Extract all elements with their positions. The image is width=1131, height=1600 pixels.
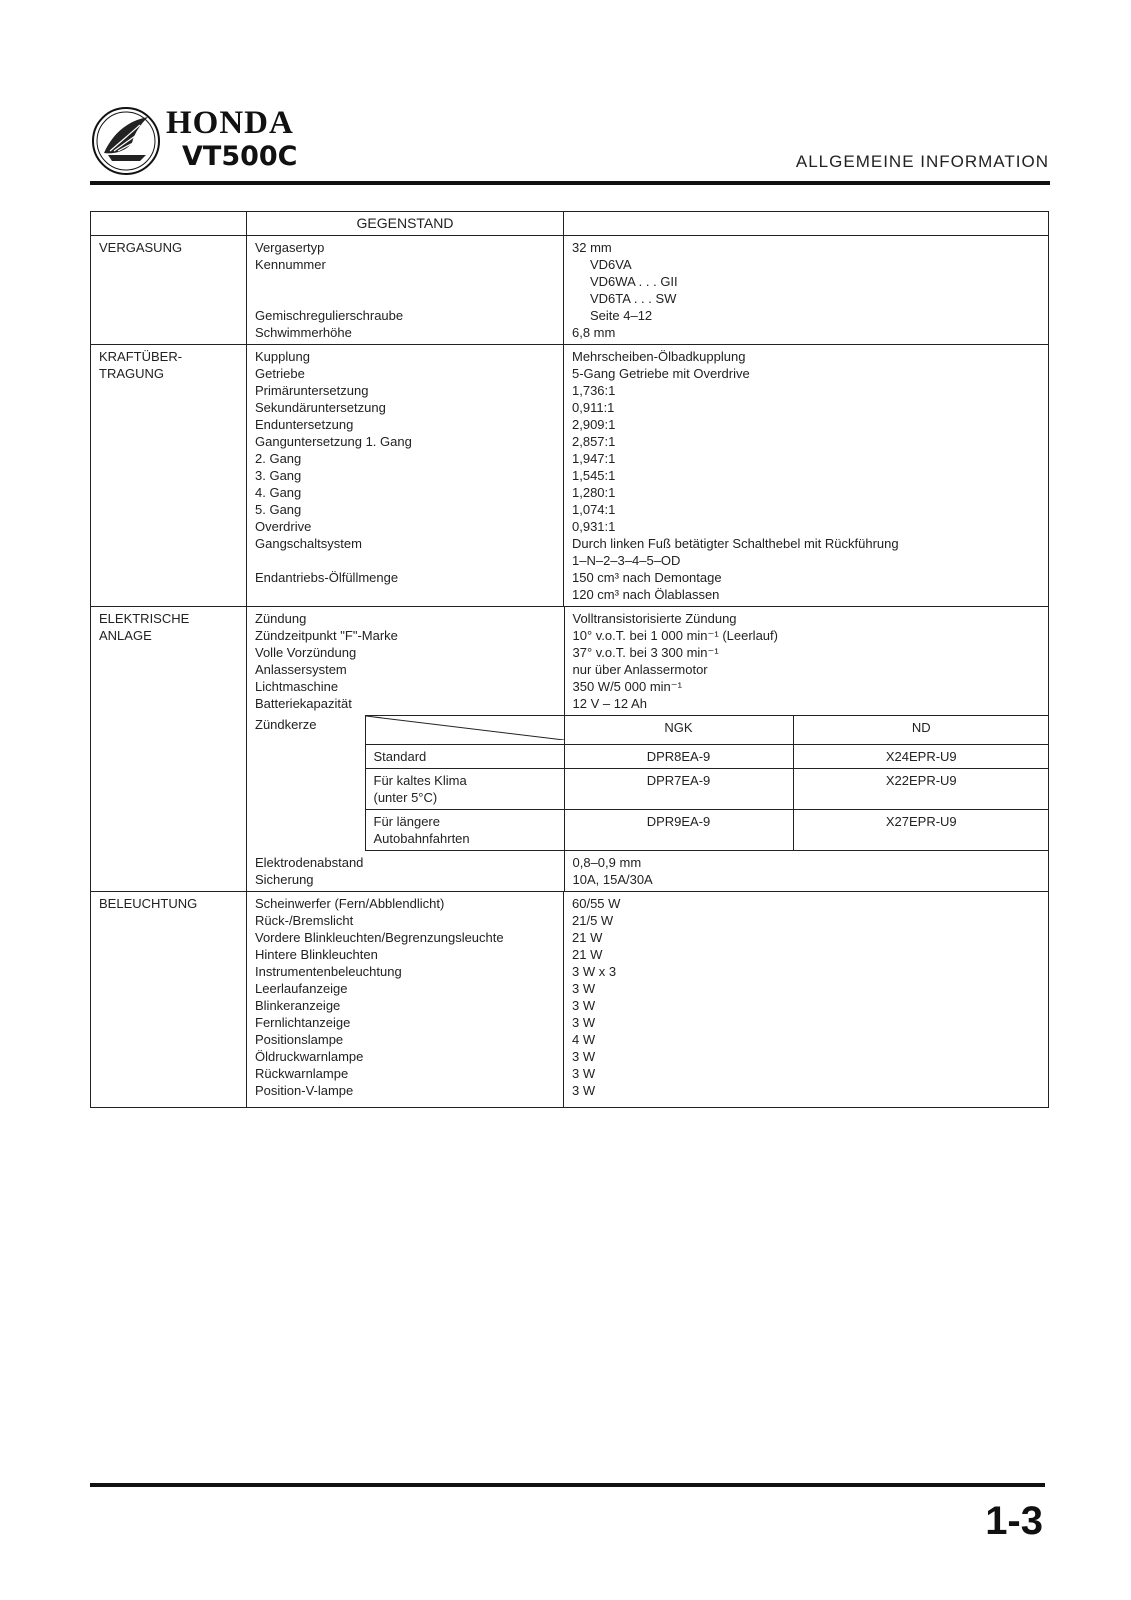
item-label: Hintere Blinkleuchten bbox=[255, 947, 378, 962]
header-cell-blank bbox=[91, 212, 247, 236]
spark-ngk-value: DPR7EA-9 bbox=[564, 769, 793, 810]
spec-table bbox=[90, 211, 1049, 1108]
spark-header-ngk: NGK bbox=[564, 716, 793, 745]
spark-nd-value: X24EPR-U9 bbox=[793, 745, 1049, 769]
item-value: 3 W bbox=[572, 1049, 596, 1064]
item-value: 3 W x 3 bbox=[572, 964, 617, 979]
item-value: 37° v.o.T. bei 3 300 min⁻¹ bbox=[572, 645, 719, 660]
spark-condition-standard: Standard bbox=[365, 745, 564, 769]
category-line: TRAGUNG bbox=[99, 366, 164, 381]
item-value: 0,911:1 bbox=[572, 400, 615, 415]
condition-line: Für längere bbox=[373, 814, 440, 829]
spark-label-cell bbox=[247, 716, 365, 745]
item-label: Gemischregulierschraube bbox=[255, 308, 404, 323]
item-label: Kennummer bbox=[255, 257, 326, 272]
values-elektrik-after bbox=[564, 851, 1049, 892]
item-value: 3 W bbox=[572, 1066, 596, 1081]
spark-nd-value: X27EPR-U9 bbox=[793, 810, 1049, 851]
item-label: Rückwarnlampe bbox=[255, 1066, 349, 1081]
spark-condition-highway bbox=[365, 810, 564, 851]
elektrik-after-row bbox=[247, 851, 1049, 892]
item-label: Leerlaufanzeige bbox=[255, 981, 348, 996]
item-value: VD6WA . . . GII bbox=[590, 274, 678, 289]
values-beleuchtung bbox=[564, 892, 1049, 1108]
spark-spacer bbox=[247, 810, 365, 851]
table-row bbox=[91, 345, 1049, 607]
item-label: Endantriebs-Ölfüllmenge bbox=[255, 570, 399, 585]
item-value: 1,545:1 bbox=[572, 468, 616, 483]
item-value: 21 W bbox=[572, 947, 603, 962]
header-rule bbox=[90, 181, 1050, 185]
item-label bbox=[255, 290, 555, 307]
item-label: 2. Gang bbox=[255, 451, 302, 466]
item-value: 1,074:1 bbox=[572, 502, 616, 517]
item-value: 1,947:1 bbox=[572, 451, 616, 466]
item-value: 3 W bbox=[572, 1083, 596, 1098]
spark-header-row bbox=[247, 716, 1049, 745]
spark-condition-cold bbox=[365, 769, 564, 810]
item-value: 10A, 15A/30A bbox=[572, 872, 653, 887]
elektrische-anlage-block bbox=[247, 607, 1049, 892]
brand-name: HONDA bbox=[166, 105, 294, 141]
table-header-row bbox=[91, 212, 1049, 236]
footer-rule bbox=[90, 1483, 1045, 1487]
item-label: Schwimmerhöhe bbox=[255, 325, 352, 340]
item-value: nur über Anlassermotor bbox=[572, 662, 708, 677]
diagonal-line-icon bbox=[366, 716, 564, 740]
category-kraftuebertragung bbox=[91, 345, 247, 607]
page-number: 1-3 bbox=[985, 1499, 1043, 1543]
category-elektrische-anlage bbox=[91, 607, 247, 892]
item-label: Anlassersystem bbox=[255, 662, 347, 677]
spark-plug-label: Zündkerze bbox=[255, 716, 317, 732]
item-label: Rück-/Bremslicht bbox=[255, 913, 354, 928]
values-kraftuebertragung bbox=[564, 345, 1049, 607]
category-line: ANLAGE bbox=[99, 628, 152, 643]
condition-line: (unter 5°C) bbox=[373, 790, 438, 805]
item-value: 1,736:1 bbox=[572, 383, 616, 398]
item-value: 21 W bbox=[572, 930, 603, 945]
item-value: 32 mm bbox=[572, 240, 612, 255]
spark-header-nd: ND bbox=[793, 716, 1049, 745]
item-label: Getriebe bbox=[255, 366, 305, 381]
item-value: 6,8 mm bbox=[572, 325, 616, 340]
item-label: Lichtmaschine bbox=[255, 679, 339, 694]
item-value: 12 V – 12 Ah bbox=[572, 696, 647, 711]
spark-ngk-value: DPR9EA-9 bbox=[564, 810, 793, 851]
item-label: Kupplung bbox=[255, 349, 310, 364]
item-label: 3. Gang bbox=[255, 468, 302, 483]
item-label bbox=[255, 586, 555, 603]
item-value: Volltransistorisierte Zündung bbox=[572, 611, 737, 626]
item-value: 4 W bbox=[572, 1032, 596, 1047]
item-label: Position-V-lampe bbox=[255, 1083, 354, 1098]
items-kraftuebertragung bbox=[247, 345, 564, 607]
item-value: VD6TA . . . SW bbox=[590, 291, 677, 306]
item-label: Scheinwerfer (Fern/Abblendlicht) bbox=[255, 896, 445, 911]
item-value: 150 cm³ nach Demontage bbox=[572, 570, 722, 585]
item-label: Instrumentenbeleuchtung bbox=[255, 964, 402, 979]
header-cell-value bbox=[564, 212, 1049, 236]
item-value: Seite 4–12 bbox=[590, 308, 653, 323]
honda-wing-emblem-icon bbox=[90, 105, 162, 177]
table-row bbox=[91, 892, 1049, 1108]
item-value: 2,857:1 bbox=[572, 434, 616, 449]
item-label: Sekundäruntersetzung bbox=[255, 400, 386, 415]
item-label: Sicherung bbox=[255, 872, 314, 887]
condition-line: Für kaltes Klima bbox=[373, 773, 467, 788]
item-label: Zündung bbox=[255, 611, 307, 626]
item-label: Vordere Blinkleuchten/Begrenzungsleuchte bbox=[255, 930, 504, 945]
spark-spacer bbox=[247, 745, 365, 769]
spark-nd-value: X22EPR-U9 bbox=[793, 769, 1049, 810]
spark-row bbox=[247, 769, 1049, 810]
item-value: 10° v.o.T. bei 1 000 min⁻¹ (Leerlauf) bbox=[572, 628, 778, 643]
elektrik-main-row bbox=[247, 607, 1049, 716]
category-vergasung: VERGASUNG bbox=[91, 236, 247, 345]
spark-diagonal-cell bbox=[365, 716, 564, 745]
category-line: ELEKTRISCHE bbox=[99, 611, 190, 626]
item-label bbox=[255, 273, 555, 290]
values-vergasung bbox=[564, 236, 1049, 345]
category-line: KRAFTÜBER- bbox=[99, 349, 183, 364]
item-value: Durch linken Fuß betätigter Schalthebel mit Rückführung bbox=[572, 536, 899, 551]
items-elektrik-after bbox=[247, 851, 564, 892]
item-value: 21/5 W bbox=[572, 913, 614, 928]
item-value: 1–N–2–3–4–5–OD bbox=[572, 553, 681, 568]
item-label: Ganguntersetzung 1. Gang bbox=[255, 434, 412, 449]
item-label: Primäruntersetzung bbox=[255, 383, 369, 398]
spark-spacer bbox=[247, 769, 365, 810]
item-label: Gangschaltsystem bbox=[255, 536, 362, 551]
item-label: 5. Gang bbox=[255, 502, 302, 517]
item-label: Zündzeitpunkt "F"-Marke bbox=[255, 628, 398, 643]
item-value: 0,931:1 bbox=[572, 519, 616, 534]
item-value: 1,280:1 bbox=[572, 485, 616, 500]
item-value: VD6VA bbox=[590, 257, 632, 272]
category-beleuchtung: BELEUCHTUNG bbox=[91, 892, 247, 1108]
item-label: Fernlichtanzeige bbox=[255, 1015, 351, 1030]
section-title: ALLGEMEINE INFORMATION bbox=[795, 152, 1049, 171]
item-label: Blinkeranzeige bbox=[255, 998, 341, 1013]
table-row bbox=[91, 607, 1049, 892]
item-value: 2,909:1 bbox=[572, 417, 616, 432]
item-value: 3 W bbox=[572, 981, 596, 996]
item-value: 60/55 W bbox=[572, 896, 621, 911]
spec-table-wrapper bbox=[90, 211, 1048, 1108]
model-name: VT500C bbox=[182, 141, 298, 172]
items-beleuchtung bbox=[247, 892, 564, 1108]
spark-row bbox=[247, 745, 1049, 769]
item-value: 5-Gang Getriebe mit Overdrive bbox=[572, 366, 750, 381]
item-value: Mehrscheiben-Ölbadkupplung bbox=[572, 349, 746, 364]
item-label bbox=[255, 552, 555, 569]
spark-row bbox=[247, 810, 1049, 851]
item-label: Batteriekapazität bbox=[255, 696, 352, 711]
items-elektrik bbox=[247, 607, 564, 716]
item-value: 0,8–0,9 mm bbox=[572, 855, 642, 870]
values-elektrik bbox=[564, 607, 1049, 716]
honda-logo bbox=[90, 105, 410, 180]
item-label: Positionslampe bbox=[255, 1032, 344, 1047]
column-header-item: GEGENSTAND bbox=[247, 212, 564, 236]
item-label: Enduntersetzung bbox=[255, 417, 354, 432]
item-label: Vergasertyp bbox=[255, 240, 325, 255]
table-row bbox=[91, 236, 1049, 345]
item-label: Öldruckwarnlampe bbox=[255, 1049, 364, 1064]
item-label: 4. Gang bbox=[255, 485, 302, 500]
item-value: 120 cm³ nach Ölablassen bbox=[572, 587, 720, 602]
items-vergasung bbox=[247, 236, 564, 345]
item-value: 350 W/5 000 min⁻¹ bbox=[572, 679, 682, 694]
condition-line: Autobahnfahrten bbox=[373, 831, 470, 846]
item-label: Volle Vorzündung bbox=[255, 645, 357, 660]
item-value: 3 W bbox=[572, 1015, 596, 1030]
elektrik-subtable bbox=[247, 607, 1049, 891]
item-label: Elektrodenabstand bbox=[255, 855, 364, 870]
spark-ngk-value: DPR8EA-9 bbox=[564, 745, 793, 769]
item-label: Overdrive bbox=[255, 519, 312, 534]
item-value: 3 W bbox=[572, 998, 596, 1013]
